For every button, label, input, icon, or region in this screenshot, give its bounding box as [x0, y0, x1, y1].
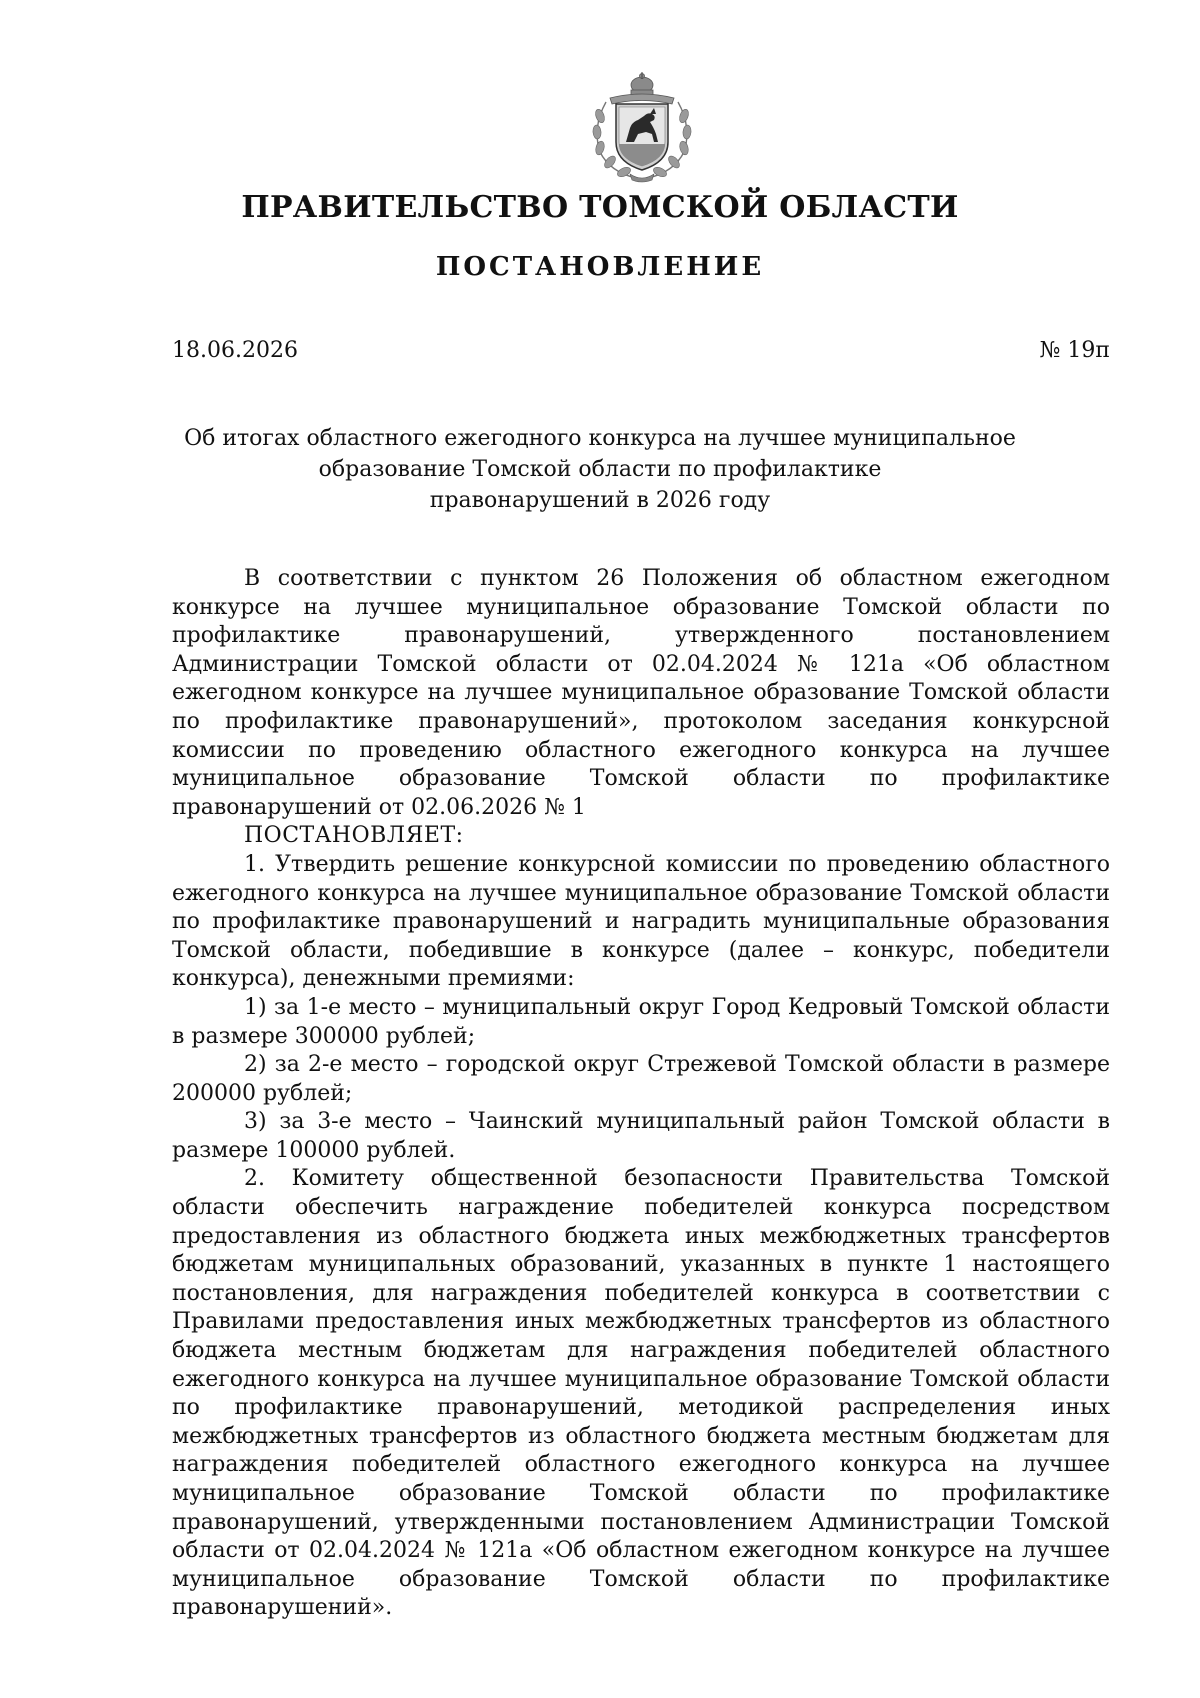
item-1-1-paragraph: 1) за 1-е место – муниципальный округ Город Кедровый Томской области в размере 300000 рублей; [172, 994, 1110, 1049]
document-type-heading: ПОСТАНОВЛЕНИЕ [435, 252, 765, 282]
item-1-3-paragraph: 3) за 3-е место – Чаинский муниципальный район Томской области в размере 100000 рублей. [172, 1109, 1110, 1163]
subject-line: правонарушений в 2026 году [429, 488, 771, 513]
document-subject [180, 423, 1020, 516]
document-body [172, 565, 1110, 1623]
preamble-paragraph: В соответствии с пунктом 26 Положения об областном ежегодном конкурсе на лучшее муниципальное образование Томской области по профилактике правонарушений, утвержденного постановлением Администрации Томской области от 02.04.2024 № 121а «Об областном ежегодном конкурсе на лучшее муниципальное образование Томской области по профилактике правонарушений», протоколом заседания конкурсной комиссии по проведению областного ежегодного конкурса на лучшее муниципальное образование Томской области по профилактике правонарушений от 02.06.2026 № 1 [172, 566, 1110, 820]
tomsk-coat-of-arms-emblem [586, 72, 698, 184]
item-1-2-paragraph: 2) за 2-е место – городской округ Стрежевой Томской области в размере 200000 рублей; [172, 1052, 1110, 1106]
document-date: 18.06.2026 [172, 338, 298, 363]
decree-word: ПОСТАНОВЛЯЕТ: [244, 823, 464, 849]
organization-title: ПРАВИТЕЛЬСТВО ТОМСКОЙ ОБЛАСТИ [241, 190, 959, 225]
item-1-paragraph: 1. Утвердить решение конкурсной комиссии по проведению областного ежегодного конкурса на лучшее муниципальное образование Томской области по профилактике правонарушений и наградить муниципальные образования Томской области, победившие в конкурсе (далее – конкурс, победители конкурса), денежными премиями: [172, 851, 1110, 992]
item-2-paragraph: 2. Комитету общественной безопасности Правительства Томской области обеспечить награждение победителей конкурса посредством предоставления из областного бюджета иных межбюджетных трансфертов бюджетам муниципальных образований, указанных в пункте 1 настоящего постановления, для награждения победителей конкурса в соответствии с Правилами предоставления иных межбюджетных трансфертов из областного бюджета местным бюджетам для награждения победителей областного ежегодного конкурса на лучшее муниципальное образование Томской области по профилактике правонарушений, методикой распределения иных межбюджетных трансфертов из областного бюджета местным бюджетам для награждения победителей областного ежегодного конкурса на лучшее муниципальное образование Томской области по профилактике правонарушений, утвержденными постановлением Администрации Томской области от 02.04.2024 № 121а «Об областном ежегодном конкурсе на лучшее муниципальное образование Томской области по профилактике правонарушений». [172, 1166, 1110, 1621]
subject-line: Об итогах областного ежегодного конкурса на лучшее муниципальное [184, 426, 1016, 451]
document-number: № 19п [1039, 338, 1110, 363]
subject-line: образование Томской области по профилактике [318, 457, 882, 482]
